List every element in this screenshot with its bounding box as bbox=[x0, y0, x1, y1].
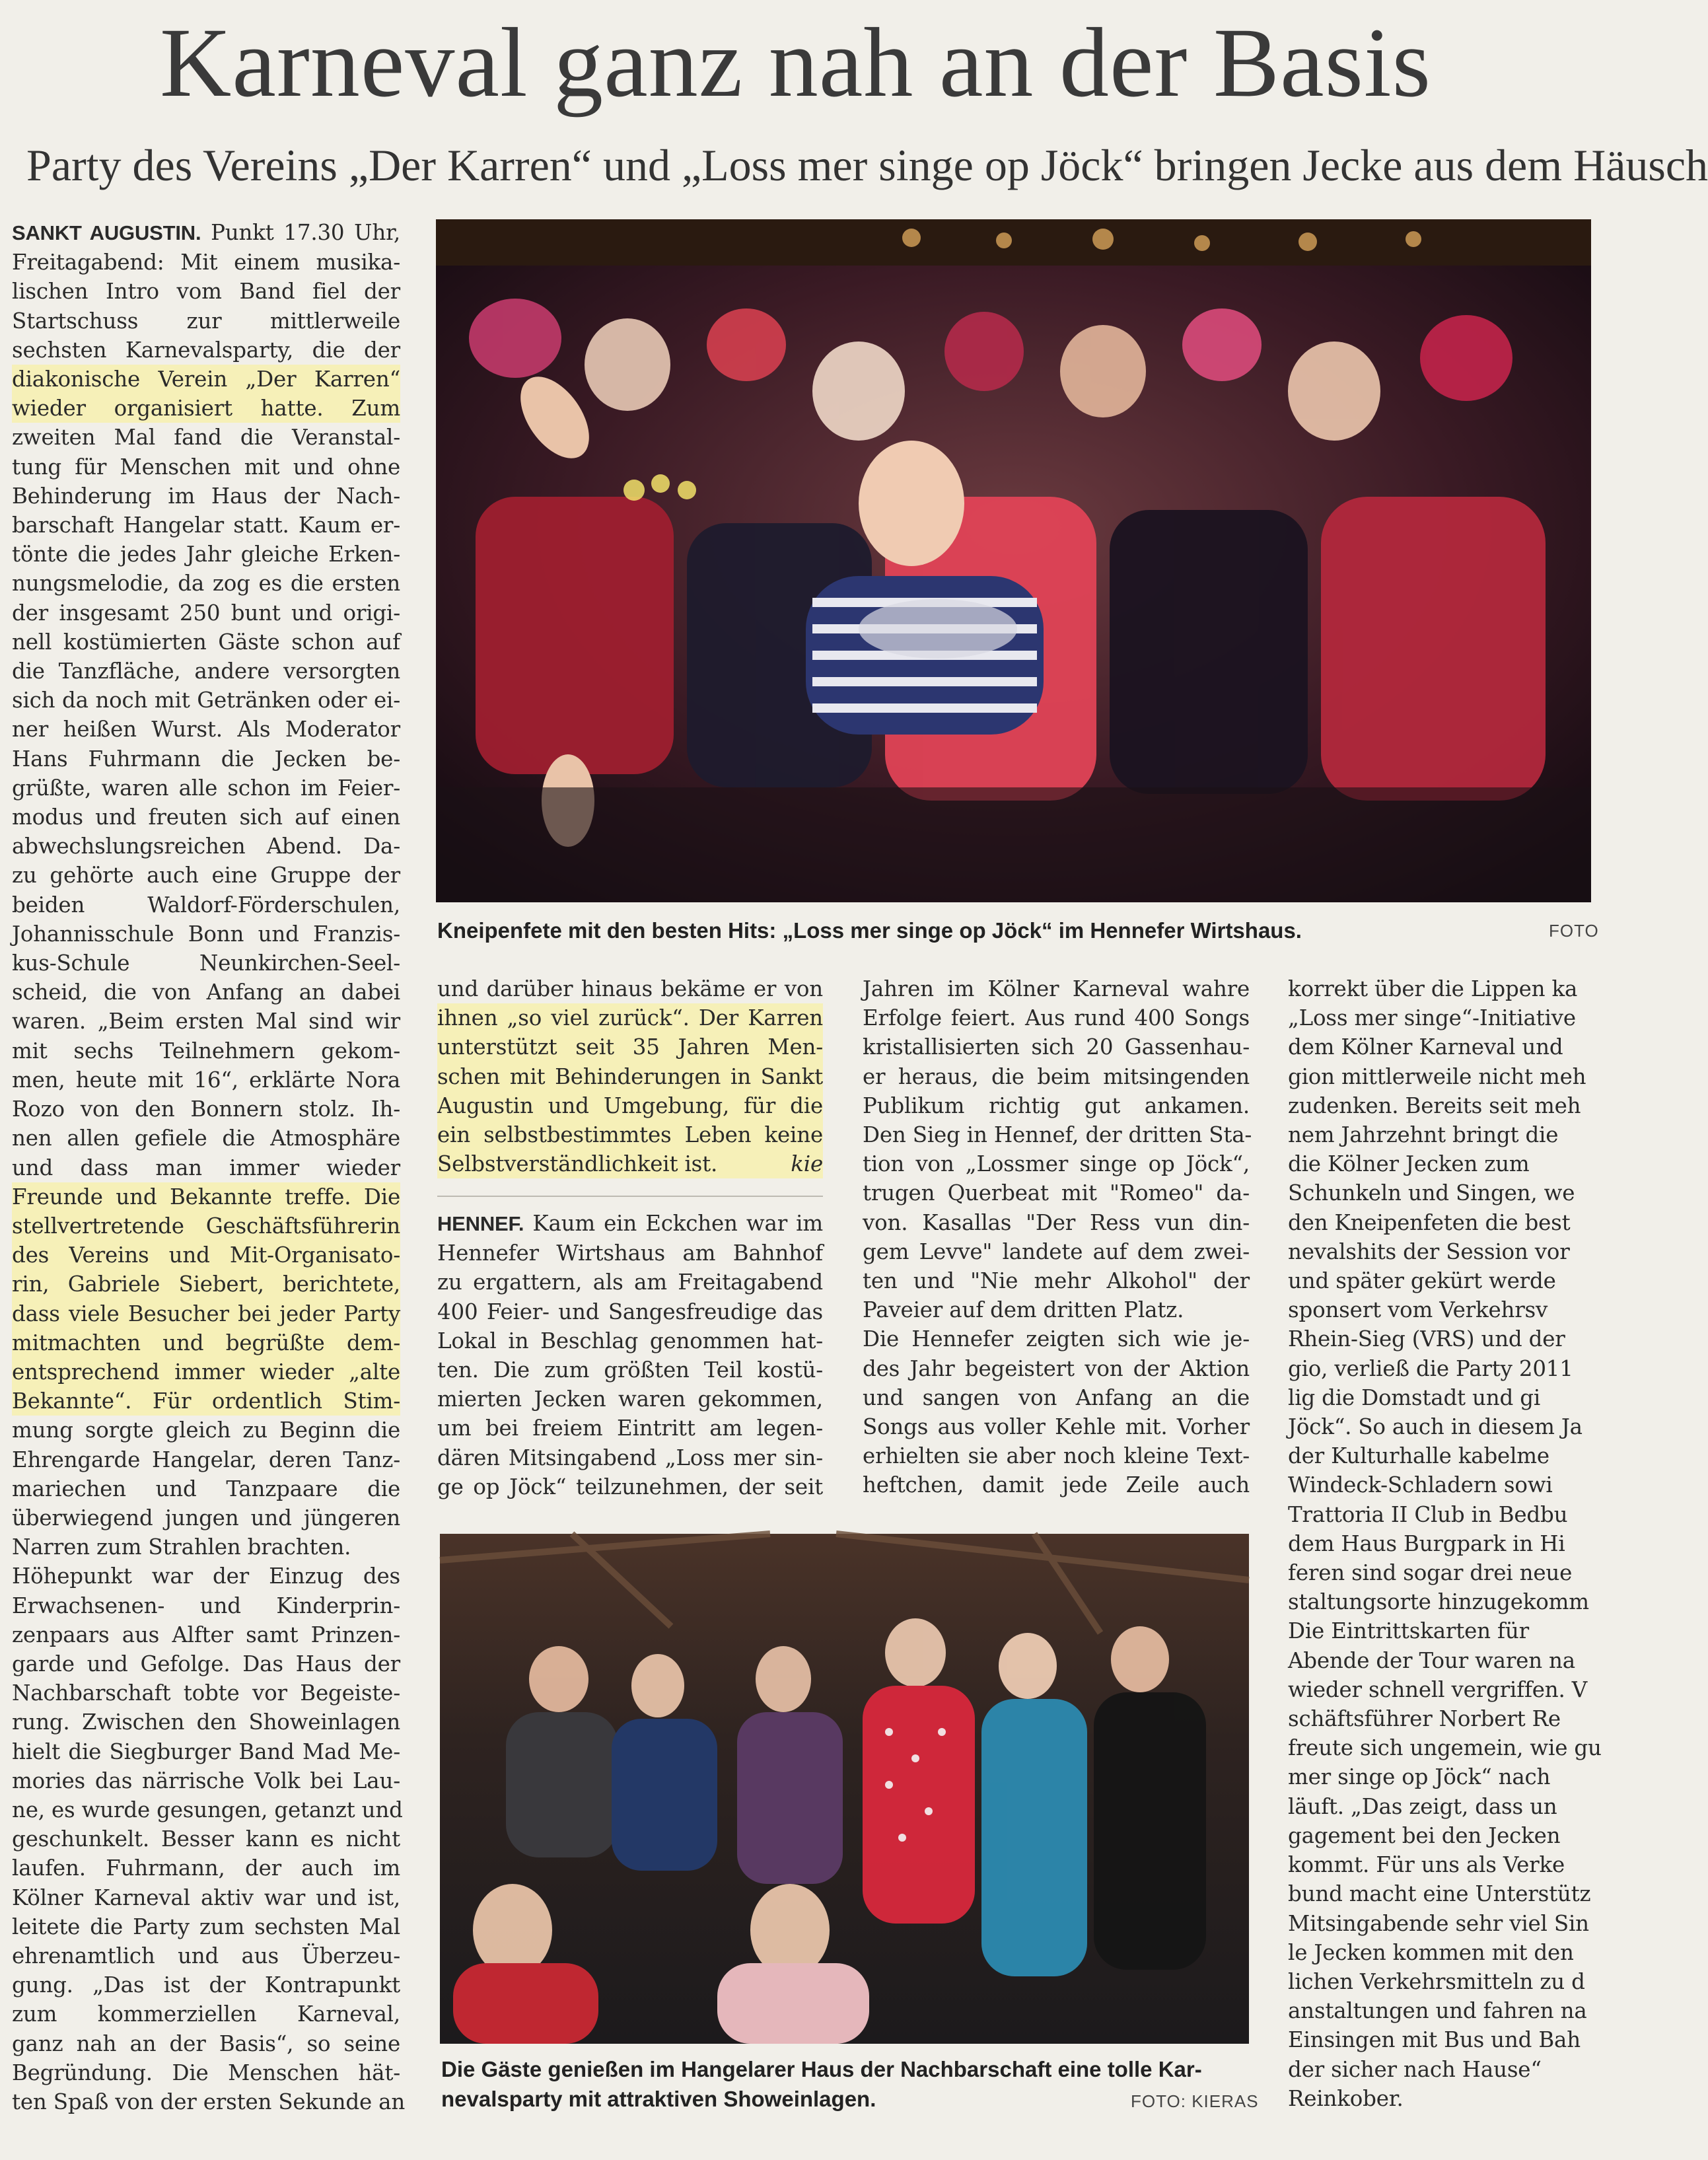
text-line: nen allen gefiele die Atmosphäre bbox=[12, 1126, 400, 1151]
text-line: ten. Die zum größten Teil kostü- bbox=[437, 1357, 823, 1383]
text-line: Freunde und Bekannte treffe. Die bbox=[12, 1182, 400, 1211]
text-line: mierten Jecken waren gekommen, bbox=[437, 1386, 823, 1412]
text-line: Windeck-Schladern sowi bbox=[1288, 1472, 1553, 1498]
text-line: Jöck“. So auch in diesem Ja bbox=[1288, 1414, 1583, 1440]
text-line: er heraus, die beim mitsingenden bbox=[863, 1063, 1250, 1089]
text-line: gio, verließ die Party 2011 bbox=[1288, 1355, 1573, 1381]
text-line: kristallisierten sich 20 Gassenhau- bbox=[863, 1034, 1250, 1060]
text-line: des Jahr begeistert von der Aktion bbox=[863, 1355, 1250, 1381]
text-line: abwechslungsreichen Abend. Da- bbox=[12, 834, 400, 859]
text-line: nell kostümierten Gäste schon auf bbox=[12, 629, 400, 655]
text-line: überwiegend jungen und jüngeren bbox=[12, 1505, 400, 1530]
text-line: nem Jahrzehnt bringt die bbox=[1288, 1122, 1559, 1148]
text-line: rin, Gabriele Siebert, berichtete, bbox=[12, 1270, 400, 1299]
article-hennef-column-2 bbox=[863, 974, 1250, 1500]
text-line: trugen Querbeat mit "Romeo" da- bbox=[863, 1180, 1250, 1206]
article-divider bbox=[437, 1196, 823, 1197]
text-line: Johannisschule Bonn und Franzis- bbox=[12, 921, 400, 947]
text-line-content: Kaum ein Eckchen war im bbox=[524, 1211, 823, 1236]
text-line: Erwachsenen- und Kinderprin- bbox=[12, 1593, 400, 1618]
text-line: zudenken. Bereits seit meh bbox=[1288, 1093, 1581, 1118]
photo-kneipenfete-caption: Kneipenfete mit den besten Hits: „Loss mer singe op Jöck“ im Hennefer Wirtshaus. bbox=[437, 918, 1302, 943]
text-line: Rhein-Sieg (VRS) und der bbox=[1288, 1326, 1565, 1352]
text-line: garde und Gefolge. Das Haus der bbox=[12, 1651, 400, 1676]
text-line: von. Kasallas "Der Ress vun din- bbox=[863, 1209, 1250, 1235]
text-line: die Tanzfläche, andere versorgten bbox=[12, 659, 400, 684]
text-line: zenpaars aus Alfter samt Prinzen- bbox=[12, 1622, 400, 1647]
text-line: Publikum richtig gut ankamen. bbox=[863, 1093, 1250, 1118]
text-line: mories das närrische Volk bei Lau- bbox=[12, 1768, 400, 1793]
text-line: der Kulturhalle kabelme bbox=[1288, 1443, 1549, 1469]
text-line: heftchen, damit jede Zeile auch bbox=[863, 1472, 1250, 1498]
text-line: ne, es wurde gesungen, getanzt und bbox=[12, 1797, 403, 1822]
text-line: erhielten sie aber noch kleine Text- bbox=[863, 1443, 1250, 1469]
text-line: bund macht eine Unterstütz bbox=[1288, 1881, 1591, 1907]
text-line: staltungsorte hinzugekomm bbox=[1288, 1589, 1589, 1615]
text-line: hielt die Siegburger Band Mad Me- bbox=[12, 1739, 400, 1764]
text-line: rung. Zwischen den Showeinlagen bbox=[12, 1710, 400, 1735]
text-line: wieder organisiert hatte. Zum bbox=[12, 394, 400, 423]
text-line: und sangen von Anfang an die bbox=[863, 1385, 1250, 1410]
text-line: Selbstverständlichkeit ist. kie bbox=[437, 1149, 823, 1178]
text-line: Kölner Karneval aktiv war und ist, bbox=[12, 1885, 400, 1910]
text-line: sponsert vom Verkehrsv bbox=[1288, 1297, 1548, 1323]
text-line: Behinderung im Haus der Nach- bbox=[12, 483, 400, 509]
text-line: sechsten Karnevalsparty, die der bbox=[12, 337, 400, 363]
photo-hangelar-party bbox=[440, 1534, 1249, 2044]
text-line: Songs aus voller Kehle mit. Vorher bbox=[863, 1414, 1250, 1440]
text-line: Erfolge feiert. Aus rund 400 Songs bbox=[863, 1005, 1250, 1031]
text-line: ganz nah an der Basis“, so seine bbox=[12, 2031, 400, 2056]
photo-kneipenfete bbox=[436, 219, 1591, 902]
text-line: grüßte, waren alle schon im Feier- bbox=[12, 775, 400, 801]
text-line: und dass man immer wieder bbox=[12, 1155, 400, 1180]
text-line: dären Mitsingabend „Loss mer sin- bbox=[437, 1445, 823, 1470]
text-line: ehrenamtlich und aus Überzeu- bbox=[12, 1943, 400, 1968]
text-line: Narren zum Strahlen brachten. bbox=[12, 1534, 351, 1560]
text-line: korrekt über die Lippen ka bbox=[1288, 976, 1578, 1001]
text-line bbox=[12, 218, 400, 248]
text-line: Abende der Tour waren na bbox=[1288, 1647, 1575, 1673]
dateline: HENNEF. bbox=[437, 1212, 524, 1235]
text-line: tung für Menschen mit und ohne bbox=[12, 454, 400, 480]
text-line: Trattoria II Club in Bedbu bbox=[1288, 1501, 1568, 1527]
text-line: feren sind sogar drei neue bbox=[1288, 1560, 1573, 1586]
text-line: lig die Domstadt und gi bbox=[1288, 1385, 1541, 1410]
headline: Karneval ganz nah an der Basis bbox=[159, 8, 1432, 118]
text-line: lichen Verkehrsmitteln zu d bbox=[1288, 1968, 1585, 1994]
text-line: Augustin und Umgebung, für die bbox=[437, 1091, 823, 1120]
text-line: lischen Intro vom Band fiel der bbox=[12, 279, 400, 305]
text-line bbox=[437, 1209, 823, 1239]
text-line: le Jecken kommen mit den bbox=[1288, 1939, 1574, 1965]
text-line: nevalshits der Session vor bbox=[1288, 1239, 1570, 1264]
text-line: dass viele Besucher bei jeder Party bbox=[12, 1299, 400, 1328]
text-line: ein selbstbestimmtes Leben keine bbox=[437, 1120, 823, 1149]
text-line: Paveier auf dem dritten Platz. bbox=[863, 1297, 1184, 1323]
text-line: mariechen und Tanzpaare die bbox=[12, 1476, 400, 1501]
text-line: Nachbarschaft tobte vor Begeiste- bbox=[12, 1680, 400, 1706]
text-line: zweiten Mal fand die Veranstal- bbox=[12, 425, 400, 450]
photo-hangelar-credit: FOTO: KIERAS bbox=[1131, 2091, 1259, 2111]
text-line: Rozo von den Bonnern stolz. Ih- bbox=[12, 1097, 400, 1122]
article-sankt-augustin-ending bbox=[437, 974, 823, 1178]
text-line: zu gehörte auch eine Gruppe der bbox=[12, 863, 400, 888]
text-line: scheid, die von Anfang an dabei bbox=[12, 980, 400, 1005]
text-line: mung sorgte gleich zu Beginn die bbox=[12, 1418, 400, 1443]
text-line: schäftsführer Norbert Re bbox=[1288, 1706, 1561, 1732]
text-line: wieder schnell vergriffen. V bbox=[1288, 1676, 1588, 1702]
text-line: men, heute mit 16“, erklärte Nora bbox=[12, 1067, 400, 1093]
text-line: ge op Jöck“ teilzunehmen, der seit bbox=[437, 1474, 823, 1499]
text-line: Freitagabend: Mit einem musika- bbox=[12, 250, 400, 275]
dateline: SANKT AUGUSTIN. bbox=[12, 221, 201, 244]
text-line: freute sich ungemein, wie gu bbox=[1288, 1735, 1602, 1761]
text-line: Reinkober. bbox=[1288, 2085, 1404, 2111]
text-line: der sicher nach Hause“ bbox=[1288, 2056, 1542, 2082]
text-line: gagement bei den Jecken bbox=[1288, 1822, 1561, 1848]
text-line-content: Punkt 17.30 Uhr, bbox=[201, 220, 400, 245]
article-hennef-column-3-clip bbox=[1288, 974, 1602, 2160]
text-line: die Kölner Jecken zum bbox=[1288, 1151, 1530, 1177]
text-line: und darüber hinaus bekäme er von bbox=[437, 976, 823, 1001]
text-line: Hans Fuhrmann die Jecken be- bbox=[12, 746, 400, 772]
text-line: Ehrengarde Hangelar, deren Tanz- bbox=[12, 1447, 400, 1472]
text-line: leitete die Party zum sechsten Mal bbox=[12, 1914, 400, 1939]
text-line: modus und freuten sich auf einen bbox=[12, 805, 400, 830]
text-line: zum kommerziellen Karneval, bbox=[12, 2001, 400, 2027]
text-line: ihnen „so viel zurück“. Der Karren bbox=[437, 1003, 823, 1032]
text-line: Begründung. Die Menschen hät- bbox=[12, 2060, 400, 2085]
text-line: diakonische Verein „Der Karren“ bbox=[12, 365, 400, 394]
text-line: beiden Waldorf-Förderschulen, bbox=[12, 892, 400, 918]
text-line: Schunkeln und Singen, we bbox=[1288, 1180, 1575, 1206]
text-line: gem Levve" landete auf dem zwei- bbox=[863, 1239, 1250, 1264]
text-line: Die Hennefer zeigten sich wie je- bbox=[863, 1326, 1250, 1352]
text-line: laufen. Fuhrmann, der auch im bbox=[12, 1855, 400, 1881]
subheadline: Party des Vereins „Der Karren“ und „Loss mer singe op Jöck“ bringen Jecke aus dem Häusch bbox=[26, 140, 1708, 190]
text-line: Den Sieg in Hennef, der dritten Sta- bbox=[863, 1122, 1252, 1148]
text-line: gung. „Das ist der Kontrapunkt bbox=[12, 1972, 400, 1998]
text-line: dem Haus Burgpark in Hi bbox=[1288, 1530, 1565, 1556]
text-line: dem Kölner Karneval und bbox=[1288, 1034, 1563, 1060]
text-line: mit sechs Teilnehmern gekom- bbox=[12, 1038, 400, 1063]
author-initials: kie bbox=[791, 1151, 823, 1177]
text-line: Jahren im Kölner Karneval wahre bbox=[863, 976, 1250, 1001]
photo-hangelar-caption-line-2: nevalsparty mit attraktiven Showeinlagen. bbox=[441, 2087, 876, 2111]
photo-kneipenfete-credit: FOTO bbox=[1549, 921, 1599, 941]
text-line: schen mit Behinderungen in Sankt bbox=[437, 1062, 823, 1091]
text-line: gion mittlerweile nicht meh bbox=[1288, 1063, 1586, 1089]
text-line: kus-Schule Neunkirchen-Seel- bbox=[12, 951, 400, 976]
text-line: des Vereins und Mit-Organisato- bbox=[12, 1241, 400, 1270]
text-line: Die Eintrittskarten für bbox=[1288, 1618, 1529, 1644]
article-sankt-augustin-column bbox=[12, 218, 406, 2116]
article-hennef-column-3 bbox=[1288, 974, 1684, 2113]
text-line: ner heißen Wurst. Als Moderator bbox=[12, 717, 400, 742]
text-line: barschaft Hangelar statt. Kaum er- bbox=[12, 513, 400, 538]
text-line: Lokal in Beschlag genommen hat- bbox=[437, 1328, 823, 1353]
text-line: kommt. Für uns als Verke bbox=[1288, 1852, 1565, 1878]
text-line: ten Spaß von der ersten Sekunde an bbox=[12, 2089, 406, 2114]
text-line: der insgesamt 250 bunt und origi- bbox=[12, 600, 400, 626]
text-line: anstaltungen und fahren na bbox=[1288, 1998, 1587, 2024]
text-line: mitmachten und begrüßte dem- bbox=[12, 1328, 400, 1357]
text-line: Hennefer Wirtshaus am Bahnhof bbox=[437, 1241, 823, 1266]
text-line: geschunkelt. Besser kann es nicht bbox=[12, 1826, 400, 1852]
text-line: den Kneipenfeten die best bbox=[1288, 1209, 1571, 1235]
text-line: Höhepunkt war der Einzug des bbox=[12, 1564, 400, 1589]
text-line: läuft. „Das zeigt, dass un bbox=[1288, 1793, 1557, 1819]
text-line: um bei freiem Eintritt am legen- bbox=[437, 1416, 823, 1441]
text-line: nungsmelodie, da zog es die ersten bbox=[12, 571, 400, 596]
text-line: sich da noch mit Getränken oder ei- bbox=[12, 688, 400, 713]
text-line: entsprechend immer wieder „alte bbox=[12, 1357, 400, 1386]
text-line: zu ergattern, als am Freitagabend bbox=[437, 1270, 823, 1295]
text-line: waren. „Beim ersten Mal sind wir bbox=[12, 1009, 400, 1034]
text-line: tönte die jedes Jahr gleiche Erken- bbox=[12, 542, 400, 567]
text-line: 400 Feier- und Sangesfreudige das bbox=[437, 1299, 823, 1324]
text-line: Bekannte“. Für ordentlich Stim- bbox=[12, 1386, 400, 1416]
text-line: Mitsingabende sehr viel Sin bbox=[1288, 1910, 1589, 1936]
text-line: tion von „Lossmer singe op Jöck“, bbox=[863, 1151, 1250, 1177]
text-line: und später gekürt werde bbox=[1288, 1268, 1556, 1294]
text-line: unterstützt seit 35 Jahren Men- bbox=[437, 1032, 823, 1062]
text-line: stellvertretende Geschäftsführerin bbox=[12, 1211, 400, 1241]
photo-hangelar-caption-line-1: Die Gäste genießen im Hangelarer Haus der Nachbarschaft eine tolle Kar- bbox=[441, 2057, 1202, 2081]
text-line: „Loss mer singe“-Initiative bbox=[1288, 1005, 1576, 1031]
text-line: ten und "Nie mehr Alkohol" der bbox=[863, 1268, 1250, 1294]
text-line: Startschuss zur mittlerweile bbox=[12, 308, 400, 334]
article-hennef-column-1 bbox=[437, 1209, 823, 1501]
text-line: Einsingen mit Bus und Bah bbox=[1288, 2027, 1581, 2053]
text-line: mer singe op Jöck“ nach bbox=[1288, 1764, 1551, 1790]
